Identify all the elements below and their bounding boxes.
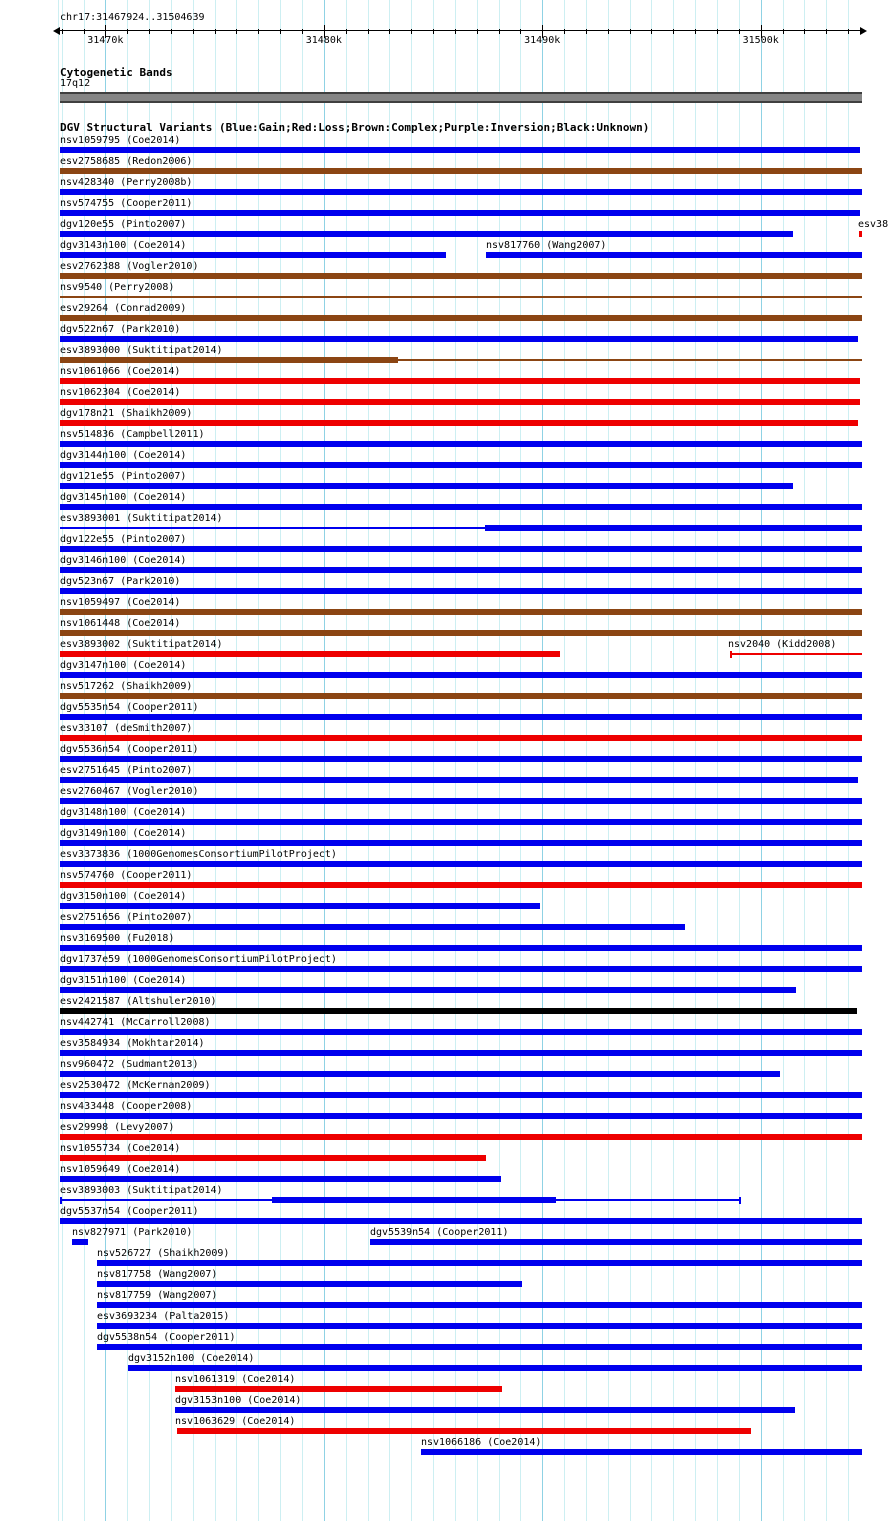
variant-bar[interactable] [60,777,858,783]
variant-bar[interactable] [60,966,862,972]
variant-label[interactable]: esv3893000 (Suktitipat2014) [60,345,223,356]
variant-end-tick [739,1197,741,1204]
variant-connector-line[interactable] [398,359,862,361]
ruler-tick [258,29,259,34]
variant-label[interactable]: esv29998 (Levy2007) [60,1122,175,1133]
variant-label[interactable]: dgv3150n100 (Coe2014) [60,891,187,902]
variant-bar[interactable] [128,1365,862,1371]
variant-label[interactable]: dgv122e55 (Pinto2007) [60,534,187,545]
variant-bar[interactable] [72,1239,88,1245]
variants-section-title: DGV Structural Variants (Blue:Gain;Red:Loss;Brown:Complex;Purple:Inversion;Black:Unknown) [60,121,650,134]
variant-bar[interactable] [60,1008,857,1014]
variant-label[interactable]: nsv526727 (Shaikh2009) [97,1248,230,1259]
variant-bar[interactable] [60,609,862,615]
variant-bar[interactable] [60,756,862,762]
variant-bar[interactable] [60,651,560,657]
variant-bar[interactable] [60,693,862,699]
variant-bar[interactable] [60,735,862,741]
variant-label[interactable]: dgv5536n54 (Cooper2011) [60,744,199,755]
variant-label[interactable]: esv2751645 (Pinto2007) [60,765,193,776]
ruler-tick [215,29,216,34]
variant-bar[interactable] [177,1428,751,1434]
variant-label[interactable]: dgv523n67 (Park2010) [60,576,181,587]
variant-bar[interactable] [60,1218,862,1224]
variant-bar[interactable] [60,336,858,342]
variant-label[interactable]: dgv121e55 (Pinto2007) [60,471,187,482]
variant-end-tick [60,1197,62,1204]
variant-label[interactable]: nsv1059497 (Coe2014) [60,597,181,608]
variant-label[interactable]: dgv3143n100 (Coe2014) [60,240,187,251]
variant-bar[interactable] [60,378,860,384]
variant-bar[interactable] [60,462,862,468]
variant-bar[interactable] [60,357,398,363]
variant-bar[interactable] [60,819,862,825]
variant-label[interactable]: dgv178n21 (Shaikh2009) [60,408,193,419]
ruler-tick [433,29,434,34]
variant-label[interactable]: dgv3148n100 (Coe2014) [60,807,187,818]
variant-label[interactable]: esv2760467 (Vogler2010) [60,786,199,797]
ruler-tick [193,29,194,34]
variant-bar[interactable] [60,714,862,720]
variant-label[interactable]: nsv827971 (Park2010) [72,1227,193,1238]
variant-label[interactable]: esv3893003 (Suktitipat2014) [60,1185,223,1196]
variant-label[interactable]: nsv9540 (Perry2008) [60,282,175,293]
variant-label[interactable]: nsv1062304 (Coe2014) [60,387,181,398]
variant-bar[interactable] [60,210,860,216]
variant-bar[interactable] [60,483,793,489]
ruler-tick [455,29,456,34]
variant-bar[interactable] [60,273,862,279]
ruler-tick [302,29,303,34]
ruler-tick [783,29,784,34]
variant-bar[interactable] [60,1071,780,1077]
ruler-tick [84,29,85,34]
ruler-tick [826,29,827,34]
variant-label[interactable]: nsv960472 (Sudmant2013) [60,1059,199,1070]
variant-label[interactable]: dgv3147n100 (Coe2014) [60,660,187,671]
variant-label[interactable]: dgv3149n100 (Coe2014) [60,828,187,839]
ruler-left-arrow-icon [53,27,60,35]
ruler-tick [499,29,500,34]
variant-bar[interactable] [60,546,862,552]
variant-bar[interactable] [60,420,858,426]
cytoband-section-title: Cytogenetic Bands [60,66,173,79]
variant-label[interactable]: nsv514836 (Campbell2011) [60,429,205,440]
ruler-line [58,30,864,31]
variant-label[interactable]: dgv522n67 (Park2010) [60,324,181,335]
variant-connector-line[interactable] [730,653,862,655]
variant-bar[interactable] [60,1155,486,1161]
ruler-tick [346,29,347,34]
variant-label[interactable]: dgv3146n100 (Coe2014) [60,555,187,566]
ruler-tick [149,29,150,34]
variant-label[interactable]: dgv3153n100 (Coe2014) [175,1395,302,1406]
variant-label[interactable]: dgv5538n54 (Cooper2011) [97,1332,236,1343]
variant-label[interactable]: nsv517262 (Shaikh2009) [60,681,193,692]
variant-bar[interactable] [60,567,862,573]
variant-label[interactable]: nsv1061066 (Coe2014) [60,366,181,377]
variant-bar[interactable] [97,1260,862,1266]
variant-bar[interactable] [97,1281,522,1287]
variant-bar[interactable] [486,252,862,258]
variant-label[interactable]: dgv120e55 (Pinto2007) [60,219,187,230]
variant-label[interactable]: dgv5539n54 (Cooper2011) [370,1227,509,1238]
ruler-tick [673,29,674,34]
variant-label[interactable]: esv2421587 (Altshuler2010) [60,996,217,1007]
ruler-tick [651,29,652,34]
variant-bar[interactable] [272,1197,556,1203]
variant-label[interactable]: esv2762388 (Vogler2010) [60,261,199,272]
ruler-tick [739,29,740,34]
variant-bar[interactable] [60,399,860,405]
ruler-tick [127,29,128,34]
variant-label[interactable]: nsv2040 (Kidd2008) [728,639,837,650]
variant-bar[interactable] [60,798,862,804]
variant-label[interactable]: nsv1061448 (Coe2014) [60,618,181,629]
variant-bar[interactable] [97,1302,862,1308]
ruler-tick-label: 31500k [742,35,779,46]
variant-label[interactable]: nsv1061319 (Coe2014) [175,1374,296,1385]
variant-bar[interactable] [370,1239,862,1245]
variant-label[interactable]: esv3373836 (1000GenomesConsortiumPilotProject) [60,849,337,860]
variant-bar[interactable] [60,630,862,636]
variant-label[interactable]: esv3893002 (Suktitipat2014) [60,639,223,650]
variant-bar[interactable] [60,588,862,594]
ruler-tick-label: 31470k [87,35,124,46]
ruler-tick [411,29,412,34]
variant-bar[interactable] [60,1050,862,1056]
variant-label[interactable]: esv3893001 (Suktitipat2014) [60,513,223,524]
ruler-tick [586,29,587,34]
ruler-tick [171,29,172,34]
ruler-tick [717,29,718,34]
variant-label[interactable]: nsv817759 (Wang2007) [97,1290,218,1301]
variant-label[interactable]: nsv1059649 (Coe2014) [60,1164,181,1175]
variant-label[interactable]: nsv442741 (McCarroll2008) [60,1017,211,1028]
ruler-tick [477,29,478,34]
ruler-tick-label: 31480k [305,35,342,46]
variant-label[interactable]: esv2758685 (Redon2006) [60,156,193,167]
variant-label[interactable]: nsv574760 (Cooper2011) [60,870,193,881]
variant-label[interactable]: nsv817760 (Wang2007) [486,240,607,251]
variant-label[interactable]: dgv3144n100 (Coe2014) [60,450,187,461]
variant-label[interactable]: esv2751656 (Pinto2007) [60,912,193,923]
variant-bar[interactable] [60,1134,862,1140]
region-title: chr17:31467924..31504639 [60,12,205,23]
variant-label[interactable]: dgv3145n100 (Coe2014) [60,492,187,503]
variant-bar[interactable] [60,861,862,867]
variant-bar[interactable] [175,1407,795,1413]
variant-bar[interactable] [175,1386,502,1392]
cytoband-bar [60,92,862,103]
variant-bar[interactable] [60,924,685,930]
variant-bar[interactable] [60,441,862,447]
variant-label[interactable]: esv29264 (Conrad2009) [60,303,187,314]
variant-label[interactable]: nsv428340 (Perry2008b) [60,177,193,188]
variant-label[interactable]: dgv5537n54 (Cooper2011) [60,1206,199,1217]
variant-label[interactable]: esv3693234 (Palta2015) [97,1311,230,1322]
variant-label[interactable]: nsv1063629 (Coe2014) [175,1416,296,1427]
ruler-tick [280,29,281,34]
variant-connector-line[interactable] [60,296,862,298]
variant-bar[interactable] [60,1029,862,1035]
variant-label[interactable]: esv3584934 (Mokhtar2014) [60,1038,205,1049]
variant-bar[interactable] [485,525,862,531]
variant-label[interactable]: nsv3169500 (Fu2018) [60,933,175,944]
variant-end-tick [730,651,732,658]
variant-label[interactable]: esv33107 (deSmith2007) [60,723,193,734]
variant-bar[interactable] [60,882,862,888]
variant-label[interactable]: dgv1737e59 (1000GenomesConsortiumPilotProject) [60,954,337,965]
variant-bar[interactable] [60,231,793,237]
variant-bar[interactable] [60,903,540,909]
variant-label[interactable]: nsv433448 (Cooper2008) [60,1101,193,1112]
variant-bar[interactable] [60,987,796,993]
variant-bar[interactable] [859,231,862,237]
gridline [58,0,59,1521]
variant-bar[interactable] [60,315,862,321]
variant-connector-line[interactable] [60,527,485,529]
variant-bar[interactable] [97,1323,862,1329]
variant-bar[interactable] [421,1449,862,1455]
ruler-tick [62,29,63,34]
variant-bar[interactable] [60,252,446,258]
ruler-tick [520,29,521,34]
variant-bar[interactable] [60,840,862,846]
ruler-tick [389,29,390,34]
variant-bar[interactable] [60,1092,862,1098]
variant-bar[interactable] [60,1113,862,1119]
ruler-right-arrow-icon [860,27,867,35]
ruler-tick [848,29,849,34]
variant-label[interactable]: esv38 [858,219,889,230]
variant-label[interactable]: nsv574755 (Cooper2011) [60,198,193,209]
variant-bar[interactable] [60,945,862,951]
variant-label[interactable]: dgv3152n100 (Coe2014) [128,1353,255,1364]
variant-bar[interactable] [60,168,862,174]
ruler-tick-label: 31490k [524,35,561,46]
variant-label[interactable]: nsv1055734 (Coe2014) [60,1143,181,1154]
variant-label[interactable]: dgv3151n100 (Coe2014) [60,975,187,986]
ruler-tick [608,29,609,34]
variant-bar[interactable] [60,147,860,153]
ruler-tick [236,29,237,34]
ruler-tick [695,29,696,34]
variant-bar[interactable] [60,504,862,510]
variant-label[interactable]: esv2530472 (McKernan2009) [60,1080,211,1091]
ruler-tick [564,29,565,34]
variant-label[interactable]: nsv817758 (Wang2007) [97,1269,218,1280]
ruler-tick [804,29,805,34]
variant-bar[interactable] [60,189,862,195]
variant-bar[interactable] [60,1176,501,1182]
variant-bar[interactable] [60,672,862,678]
cytoband-label: 17q12 [60,78,91,89]
ruler-tick [368,29,369,34]
variant-bar[interactable] [97,1344,862,1350]
ruler-tick [630,29,631,34]
variant-label[interactable]: nsv1059795 (Coe2014) [60,135,181,146]
variant-label[interactable]: dgv5535n54 (Cooper2011) [60,702,199,713]
variant-label[interactable]: nsv1066186 (Coe2014) [421,1437,542,1448]
